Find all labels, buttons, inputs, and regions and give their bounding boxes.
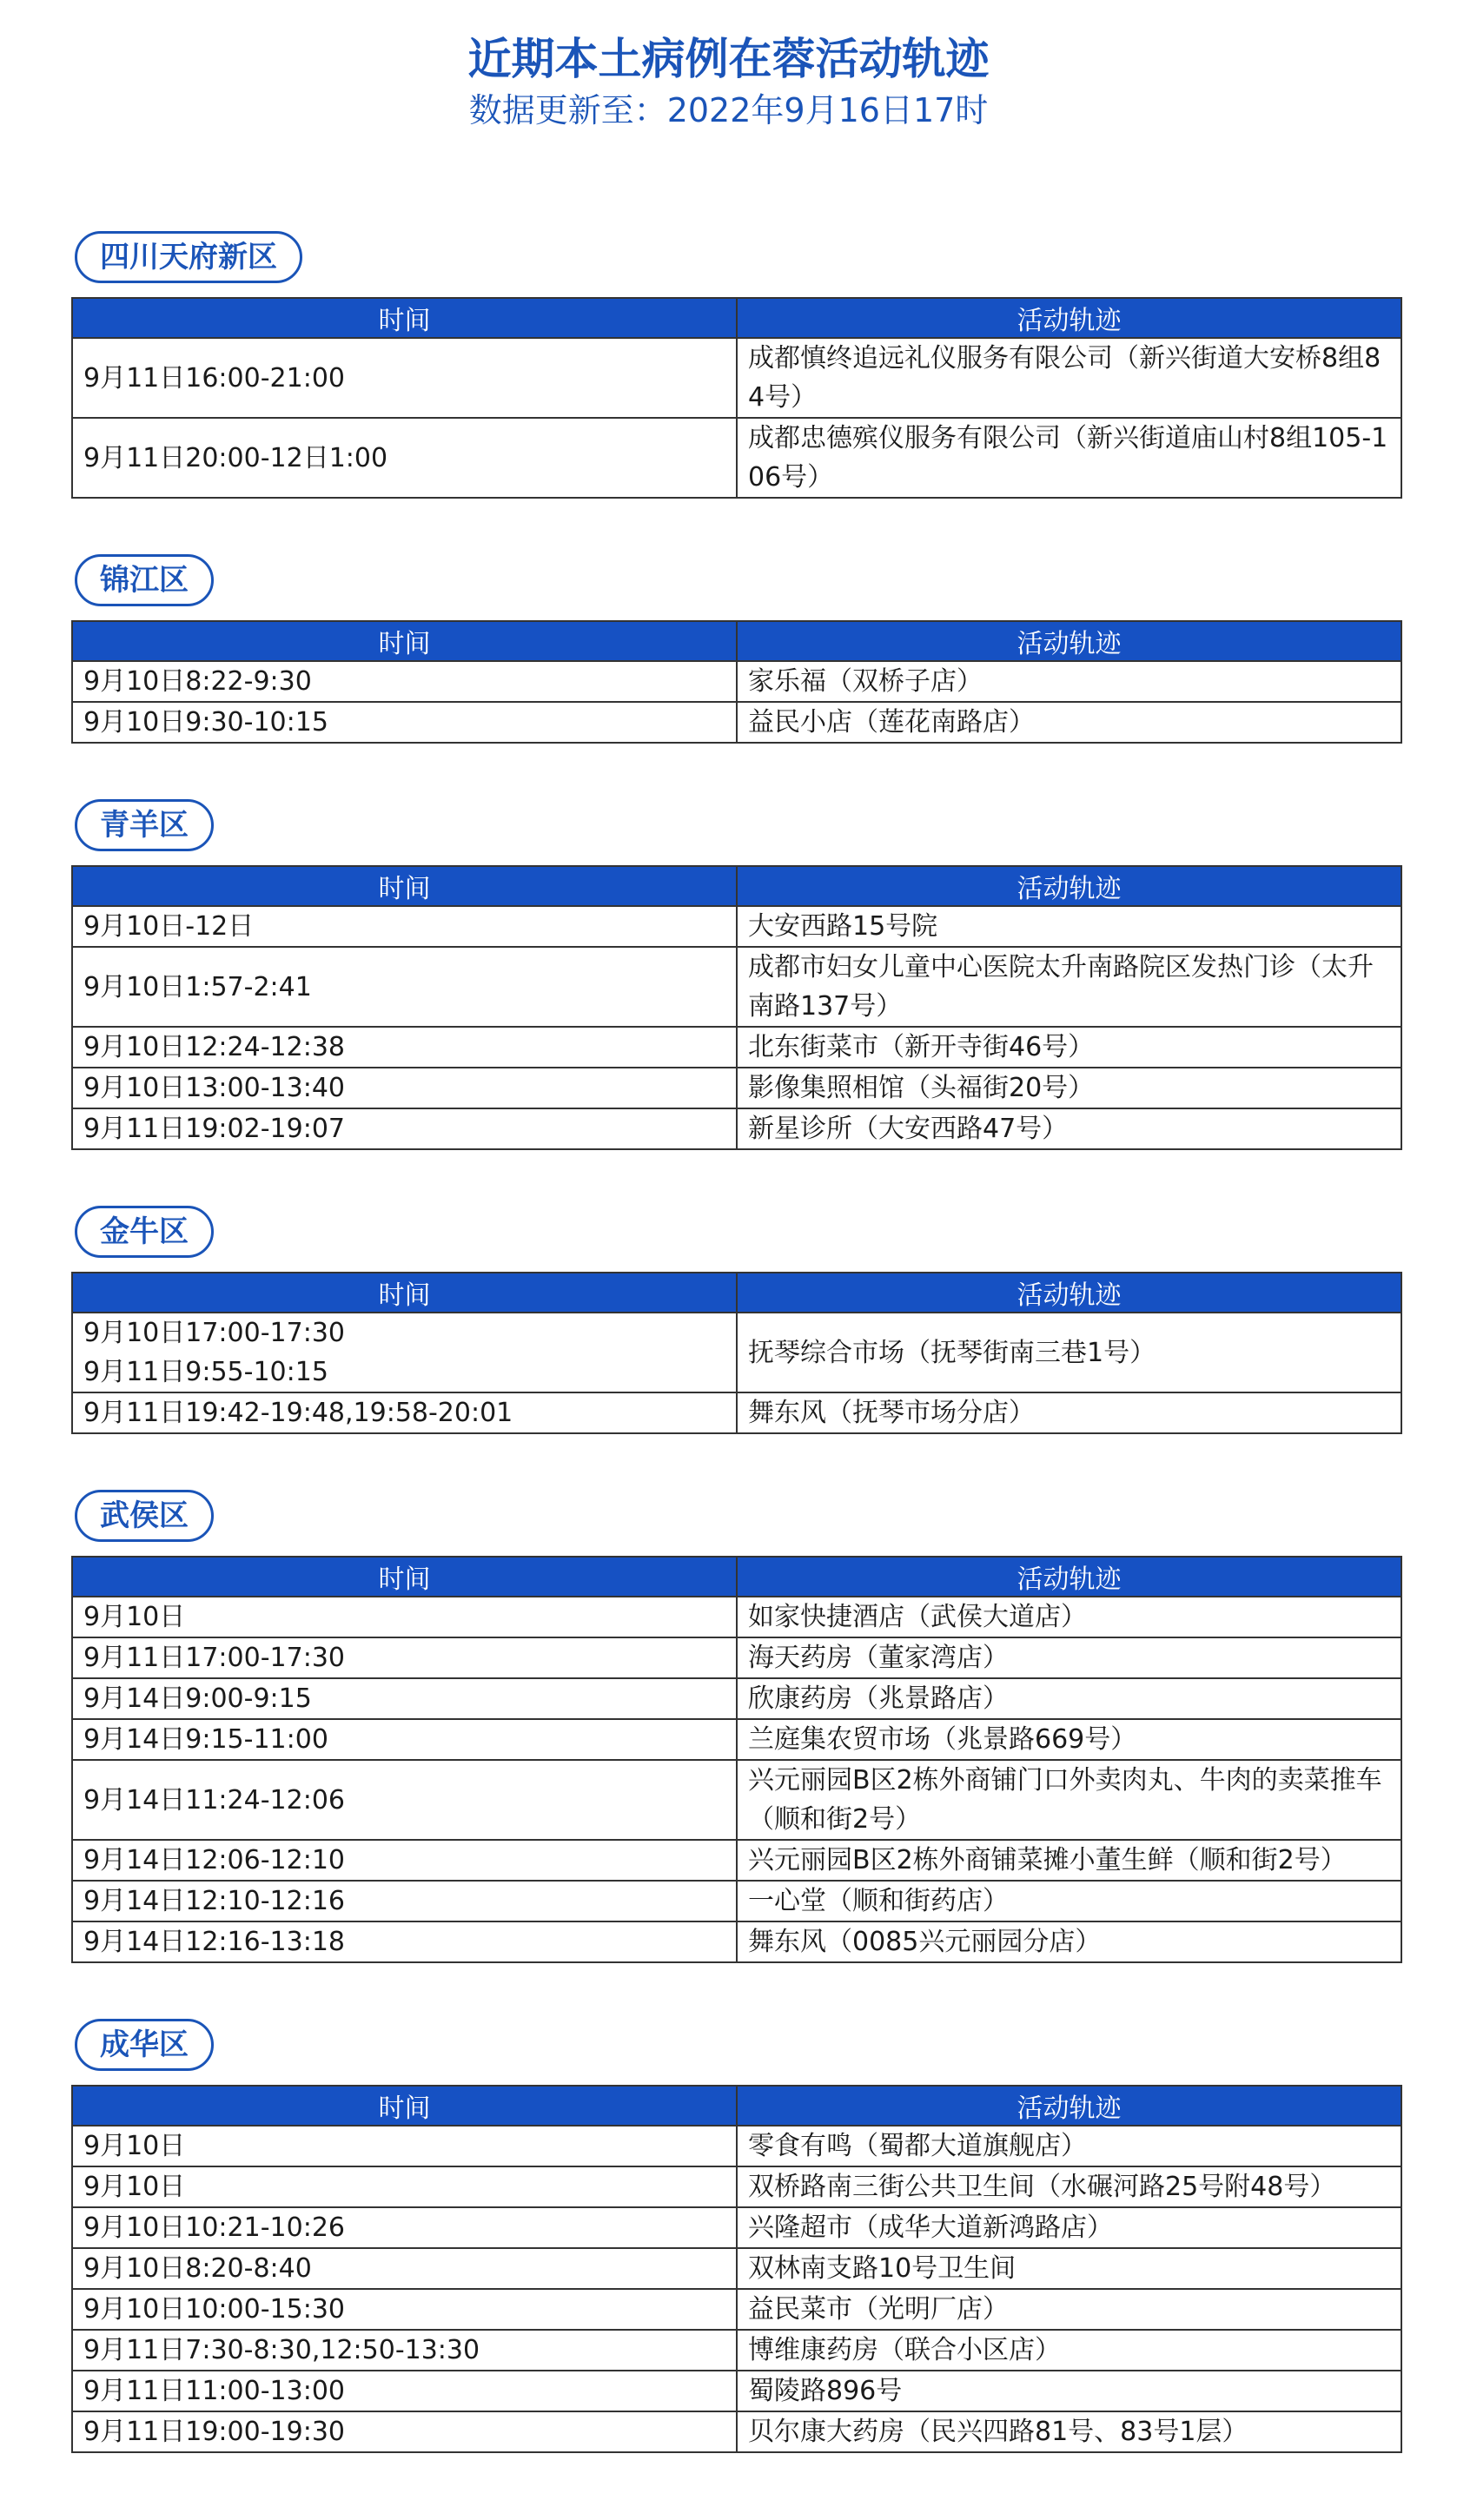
table-row	[72, 2411, 1401, 2452]
track-cell: 欣康药房（兆景路店）	[737, 1678, 1401, 1719]
table-header-row	[72, 1557, 1401, 1597]
table-row	[72, 1313, 1401, 1392]
table-row	[72, 1881, 1401, 1921]
table-header-row	[72, 1273, 1401, 1313]
time-column-header: 时间	[72, 621, 737, 661]
table-row	[72, 2371, 1401, 2411]
page-title: 近期本土病例在蓉活动轨迹	[467, 34, 990, 84]
district-name-badge: 四川天府新区	[75, 231, 302, 283]
time-cell: 9月10日	[72, 2126, 737, 2166]
track-cell: 新星诊所（大安西路47号）	[737, 1108, 1401, 1149]
time-cell: 9月14日12:10-12:16	[72, 1881, 737, 1921]
track-cell: 兴隆超市（成华大道新鸿路店）	[737, 2207, 1401, 2248]
track-cell: 家乐福（双桥子店）	[737, 661, 1401, 702]
district-name-badge: 青羊区	[75, 799, 214, 851]
track-cell: 双桥路南三街公共卫生间（水碾河路25号附48号）	[737, 2166, 1401, 2207]
district-list	[71, 231, 1402, 2509]
table-row	[72, 2207, 1401, 2248]
table-header-row	[72, 2086, 1401, 2126]
district-section	[71, 799, 1402, 1150]
table-row	[72, 1840, 1401, 1881]
page-header	[0, 0, 1457, 134]
track-cell: 大安西路15号院	[737, 906, 1401, 947]
table-row	[72, 1921, 1401, 1962]
time-column-header: 时间	[72, 866, 737, 906]
time-cell: 9月10日10:00-15:30	[72, 2289, 737, 2330]
time-cell: 9月11日17:00-17:30	[72, 1637, 737, 1678]
track-cell: 成都忠德殡仪服务有限公司（新兴街道庙山村8组105-106号）	[737, 418, 1401, 498]
time-cell: 9月10日1:57-2:41	[72, 947, 737, 1027]
time-cell: 9月14日11:24-12:06	[72, 1760, 737, 1840]
track-cell: 北东街菜市（新开寺街46号）	[737, 1027, 1401, 1068]
time-cell: 9月14日12:06-12:10	[72, 1840, 737, 1881]
track-cell: 如家快捷酒店（武侯大道店）	[737, 1597, 1401, 1637]
track-column-header: 活动轨迹	[737, 1557, 1401, 1597]
table-row	[72, 2166, 1401, 2207]
district-section	[71, 1490, 1402, 1963]
track-table	[71, 1556, 1402, 1963]
table-row	[72, 1597, 1401, 1637]
district-section	[71, 231, 1402, 499]
track-table	[71, 2085, 1402, 2453]
time-cell: 9月11日19:42-19:48,19:58-20:01	[72, 1392, 737, 1433]
track-table	[71, 297, 1402, 499]
table-row	[72, 338, 1401, 418]
table-row	[72, 2330, 1401, 2371]
track-cell: 蜀陵路896号	[737, 2371, 1401, 2411]
time-cell: 9月11日19:00-19:30	[72, 2411, 737, 2452]
time-cell: 9月10日-12日	[72, 906, 737, 947]
table-row	[72, 947, 1401, 1027]
track-cell: 兴元丽园B区2栋外商铺门口外卖肉丸、牛肉的卖菜推车（顺和街2号）	[737, 1760, 1401, 1840]
time-column-header: 时间	[72, 298, 737, 338]
track-cell: 兰庭集农贸市场（兆景路669号）	[737, 1719, 1401, 1760]
district-name-badge: 金牛区	[75, 1206, 214, 1258]
time-cell: 9月10日	[72, 2166, 737, 2207]
track-column-header: 活动轨迹	[737, 866, 1401, 906]
table-row	[72, 2248, 1401, 2289]
table-row	[72, 1760, 1401, 1840]
time-cell: 9月11日7:30-8:30,12:50-13:30	[72, 2330, 737, 2371]
time-cell: 9月11日11:00-13:00	[72, 2371, 737, 2411]
table-row	[72, 1719, 1401, 1760]
track-cell: 舞东风（0085兴元丽园分店）	[737, 1921, 1401, 1962]
time-cell: 9月14日12:16-13:18	[72, 1921, 737, 1962]
track-column-header: 活动轨迹	[737, 298, 1401, 338]
time-cell: 9月14日9:15-11:00	[72, 1719, 737, 1760]
track-table	[71, 865, 1402, 1150]
table-header-row	[72, 866, 1401, 906]
table-row	[72, 906, 1401, 947]
track-cell: 益民菜市（光明厂店）	[737, 2289, 1401, 2330]
update-time: 数据更新至：2022年9月16日17时	[468, 91, 989, 129]
time-cell: 9月11日19:02-19:07	[72, 1108, 737, 1149]
table-row	[72, 702, 1401, 743]
table-row	[72, 661, 1401, 702]
track-cell: 成都市妇女儿童中心医院太升南路院区发热门诊（太升南路137号）	[737, 947, 1401, 1027]
track-cell: 兴元丽园B区2栋外商铺菜摊小董生鲜（顺和街2号）	[737, 1840, 1401, 1881]
table-header-row	[72, 621, 1401, 661]
time-cell: 9月10日9:30-10:15	[72, 702, 737, 743]
table-row	[72, 1637, 1401, 1678]
time-column-header: 时间	[72, 1273, 737, 1313]
time-cell: 9月10日10:21-10:26	[72, 2207, 737, 2248]
track-cell: 影像集照相馆（头福街20号）	[737, 1068, 1401, 1108]
track-cell: 抚琴综合市场（抚琴街南三巷1号）	[737, 1313, 1401, 1392]
table-header-row	[72, 298, 1401, 338]
table-row	[72, 1068, 1401, 1108]
track-table	[71, 620, 1402, 744]
track-column-header: 活动轨迹	[737, 1273, 1401, 1313]
track-column-header: 活动轨迹	[737, 2086, 1401, 2126]
track-cell: 舞东风（抚琴市场分店）	[737, 1392, 1401, 1433]
track-cell: 成都慎终追远礼仪服务有限公司（新兴街道大安桥8组84号）	[737, 338, 1401, 418]
district-section	[71, 2019, 1402, 2453]
table-row	[72, 1678, 1401, 1719]
track-cell: 零食有鸣（蜀都大道旗舰店）	[737, 2126, 1401, 2166]
track-cell: 益民小店（莲花南路店）	[737, 702, 1401, 743]
time-cell: 9月14日9:00-9:15	[72, 1678, 737, 1719]
time-cell: 9月10日12:24-12:38	[72, 1027, 737, 1068]
district-section	[71, 554, 1402, 744]
table-row	[72, 2289, 1401, 2330]
time-cell: 9月10日8:20-8:40	[72, 2248, 737, 2289]
track-cell: 双林南支路10号卫生间	[737, 2248, 1401, 2289]
time-cell: 9月10日13:00-13:40	[72, 1068, 737, 1108]
track-cell: 一心堂（顺和街药店）	[737, 1881, 1401, 1921]
district-name-badge: 武侯区	[75, 1490, 214, 1542]
district-name-badge: 锦江区	[75, 554, 214, 606]
track-column-header: 活动轨迹	[737, 621, 1401, 661]
table-row	[72, 418, 1401, 498]
track-cell: 贝尔康大药房（民兴四路81号、83号1层）	[737, 2411, 1401, 2452]
time-column-header: 时间	[72, 1557, 737, 1597]
track-cell: 博维康药房（联合小区店）	[737, 2330, 1401, 2371]
table-row	[72, 1027, 1401, 1068]
table-row	[72, 1108, 1401, 1149]
table-row	[72, 2126, 1401, 2166]
time-cell: 9月11日20:00-12日1:00	[72, 418, 737, 498]
time-cell: 9月11日16:00-21:00	[72, 338, 737, 418]
district-section	[71, 1206, 1402, 1434]
track-cell: 海天药房（董家湾店）	[737, 1637, 1401, 1678]
time-cell: 9月10日8:22-9:30	[72, 661, 737, 702]
time-cell: 9月10日17:00-17:30 9月11日9:55-10:15	[72, 1313, 737, 1392]
table-row	[72, 1392, 1401, 1433]
district-name-badge: 成华区	[75, 2019, 214, 2071]
time-cell: 9月10日	[72, 1597, 737, 1637]
track-table	[71, 1272, 1402, 1434]
time-column-header: 时间	[72, 2086, 737, 2126]
